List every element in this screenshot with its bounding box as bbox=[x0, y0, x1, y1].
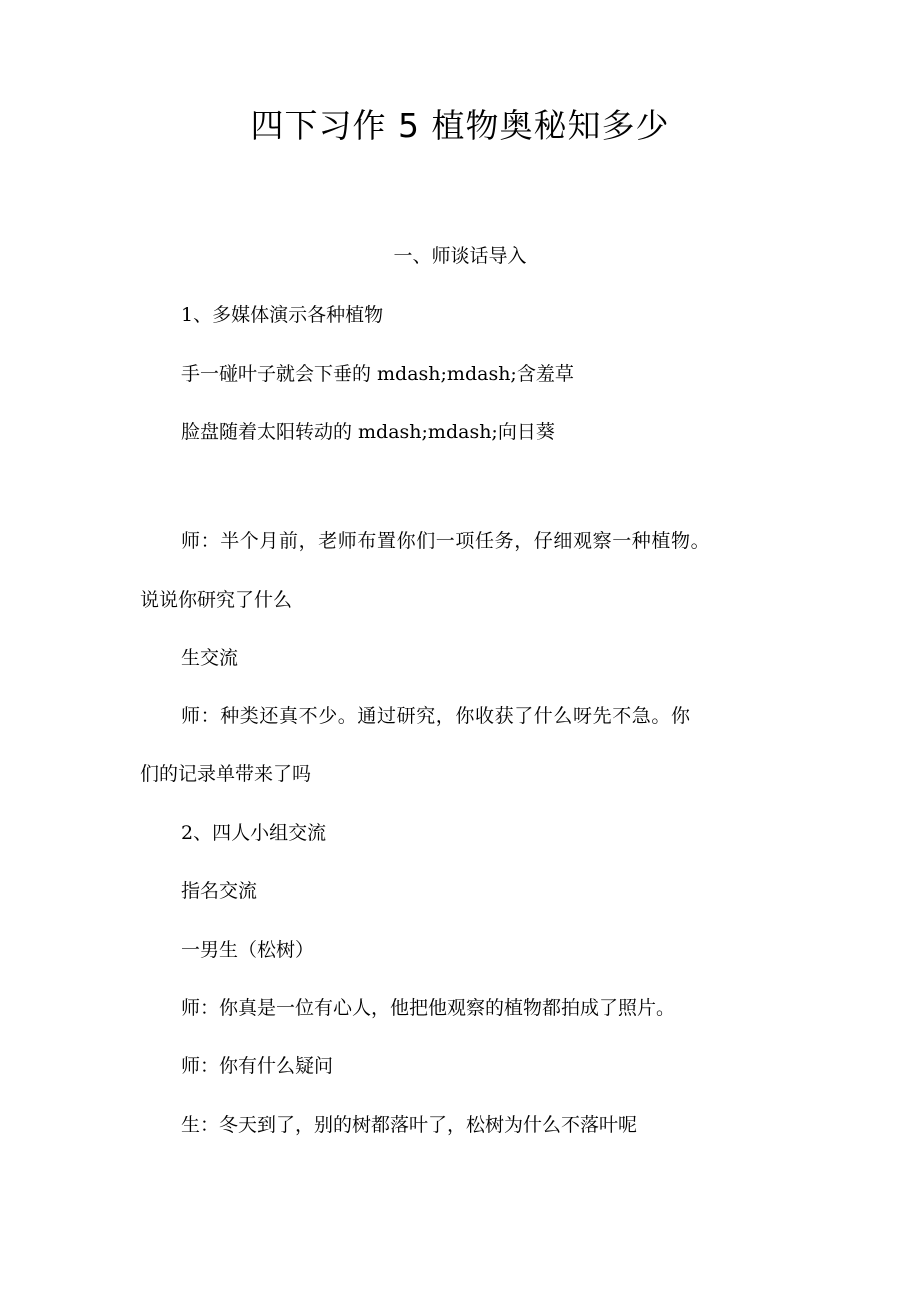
paragraph: 生：冬天到了，别的树都落叶了，松树为什么不落叶呢 bbox=[181, 1114, 638, 1136]
paragraph-continuation: 们的记录单带来了吗 bbox=[140, 763, 312, 785]
paragraph: 师：半个月前，老师布置你们一项任务，仔细观察一种植物。 bbox=[181, 530, 711, 552]
paragraph: 师：种类还真不少。通过研究，你收获了什么呀先不急。你 bbox=[181, 705, 691, 727]
paragraph: 生交流 bbox=[181, 647, 239, 669]
paragraph: 手一碰叶子就会下垂的 mdash;mdash;含羞草 bbox=[181, 363, 574, 385]
paragraph: 2、四人小组交流 bbox=[181, 822, 327, 844]
paragraph: 指名交流 bbox=[181, 880, 258, 902]
section-heading: 一、师谈话导入 bbox=[393, 245, 527, 267]
paragraph: 脸盘随着太阳转动的 mdash;mdash;向日葵 bbox=[181, 421, 555, 443]
paragraph-continuation: 说说你研究了什么 bbox=[140, 589, 293, 611]
paragraph: 师：你有什么疑问 bbox=[181, 1055, 334, 1077]
document-title: 四下习作 5 植物奥秘知多少 bbox=[250, 106, 670, 145]
paragraph: 一男生（松树） bbox=[181, 939, 315, 961]
paragraph: 师：你真是一位有心人，他把他观察的植物都拍成了照片。 bbox=[181, 997, 676, 1019]
paragraph: 1、多媒体演示各种植物 bbox=[181, 304, 384, 326]
